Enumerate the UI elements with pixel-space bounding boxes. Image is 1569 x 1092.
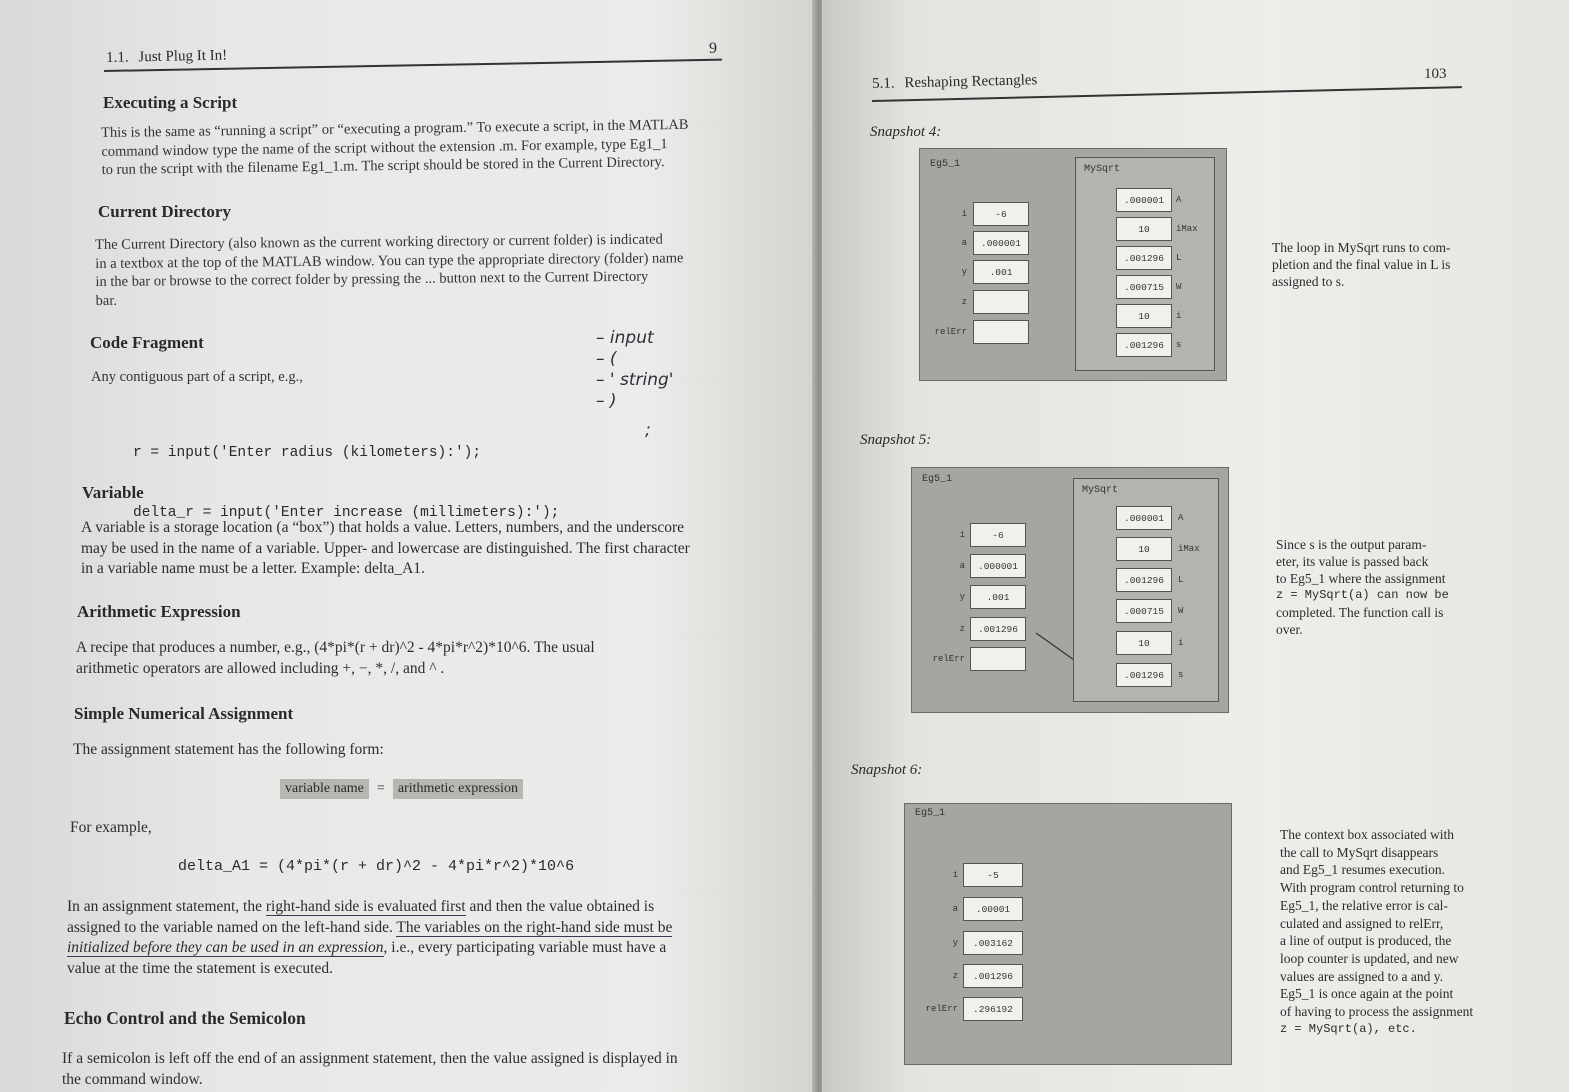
text-line: arithmetic operators are allowed including +, −, *, /, and ^ . — [76, 659, 445, 677]
page-number: 9 — [709, 40, 717, 57]
text-line: This is the same as “running a script” or “executing a program.” To execute a script, in the MATLAB — [101, 116, 689, 141]
variable-cell: 10 — [1116, 537, 1172, 561]
running-header — [872, 72, 1037, 93]
text-span: In an assignment statement, the — [67, 898, 266, 915]
running-header — [106, 47, 227, 67]
right-page — [822, 0, 1569, 1092]
variable-cell: .001296 — [970, 617, 1026, 641]
caption-line: The context box associated with — [1280, 827, 1454, 842]
caption-line: over. — [1276, 622, 1303, 637]
text-line: in the bar or browse to the correct folder by pressing the ... button next to the Current Directory — [95, 268, 649, 290]
handwritten-note: – ) — [596, 391, 617, 411]
heading-executing-script: Executing a Script — [103, 93, 238, 112]
heading-code-fragment: Code Fragment — [90, 333, 204, 352]
header-title: Just Plug It In! — [138, 47, 228, 66]
caption-line: of having to process the assignment — [1280, 1004, 1474, 1020]
caption-line: a line of output is produced, the — [1280, 933, 1452, 949]
variable-cell: 10 — [1116, 304, 1172, 328]
text-span: and then the value obtained is — [465, 898, 655, 915]
caption-line: z = MySqrt(a) can now be — [1276, 588, 1449, 602]
variable-label: iMax — [1176, 224, 1198, 234]
example-intro: For example, — [70, 819, 152, 836]
context-title: Eg5_1 — [922, 474, 953, 485]
caption-line: With program control returning to — [1280, 880, 1464, 896]
variable-cell: -6 — [970, 523, 1026, 547]
variable-label: i — [959, 530, 965, 540]
snapshot-5-diagram — [911, 467, 1229, 713]
variable-label: s — [1178, 670, 1184, 680]
variable-cell: .00001 — [963, 897, 1023, 921]
variable-label: y — [959, 592, 965, 602]
handwritten-note: – input — [596, 328, 654, 348]
code-line: r = input('Enter radius (kilometers):'); — [133, 445, 482, 461]
code-fragment-intro: Any contiguous part of a script, e.g., — [91, 369, 303, 385]
mysqrt-context-box — [1075, 157, 1215, 371]
caption-line: z = MySqrt(a), etc. — [1280, 1021, 1417, 1036]
handwritten-note: – ' string' — [596, 370, 674, 390]
text-line: A variable is a storage location (a “box”) that holds a value. Letters, numbers, and the underscore — [81, 519, 684, 536]
variable-label: a — [961, 238, 967, 248]
caption-line: the call to MySqrt disappears — [1280, 844, 1439, 860]
variable-label: L — [1178, 575, 1184, 585]
variable-label: z — [961, 297, 967, 307]
caption-line: eter, its value is passed back — [1276, 554, 1429, 569]
snapshot-6-caption — [1280, 826, 1490, 1038]
assignment-intro: The assignment statement has the following form: — [73, 741, 384, 758]
variable-label: a — [959, 561, 965, 571]
variable-cell: -5 — [963, 863, 1023, 887]
text-line: value at the time the statement is executed. — [67, 959, 333, 977]
variable-label: a — [952, 904, 958, 914]
underlined-text: The variables on the right-hand side must be — [396, 918, 673, 936]
caption-line: completed. The function call is — [1276, 605, 1444, 620]
variable-cell: .000715 — [1116, 275, 1172, 299]
variable-label: relErr — [932, 654, 965, 664]
variable-cell: 10 — [1116, 631, 1172, 655]
variable-cell: 10 — [1116, 217, 1172, 241]
caption-line: Since s is the output param- — [1276, 537, 1427, 552]
caption-line: values are assigned to a and y. — [1280, 968, 1443, 984]
variable-cell: .001 — [973, 260, 1029, 284]
code-line: delta_r = input('Enter increase (millimeters):'); — [133, 505, 560, 521]
mysqrt-context-box — [1073, 478, 1219, 702]
variable-cell: .001296 — [1116, 246, 1172, 270]
handwritten-note: – ( — [596, 349, 617, 369]
variable-cell: .001296 — [1116, 333, 1172, 357]
snapshot-6-diagram — [904, 803, 1232, 1065]
variable-cell: .000001 — [1116, 506, 1172, 530]
handwritten-note-semicolon: ; — [645, 420, 651, 440]
text-span: , i.e., every participating variable must have a — [383, 939, 667, 956]
caption-line: culated and assigned to relErr, — [1280, 915, 1444, 931]
variable-label: W — [1176, 282, 1182, 292]
caption-line: assigned to s. — [1272, 274, 1345, 289]
variable-cell: .001296 — [1116, 663, 1172, 687]
variable-label: relErr — [934, 327, 967, 337]
caption-line: loop counter is updated, and new — [1280, 950, 1459, 966]
context-title: MySqrt — [1082, 485, 1119, 496]
variable-cell: .296192 — [963, 997, 1023, 1021]
variable-label: i — [961, 209, 967, 219]
underlined-text: right-hand side is evaluated first — [265, 898, 466, 915]
context-title: Eg5_1 — [930, 159, 961, 170]
variable-label: i — [952, 870, 958, 880]
current-directory-paragraph — [95, 230, 731, 310]
caption-line: and Eg5_1 resumes execution. — [1280, 862, 1445, 878]
text-line: the command window. — [62, 1070, 203, 1088]
variable-label: A — [1178, 513, 1184, 523]
text-line: The Current Directory (also known as the current working directory or current folder) is indicated — [95, 231, 663, 253]
context-title: MySqrt — [1084, 164, 1121, 175]
variable-cell: .001296 — [1116, 568, 1172, 592]
caption-line: The loop in MySqrt runs to com- — [1272, 240, 1451, 255]
text-line: to run the script with the filename Eg1_1.m. The script should be stored in the Current Directory. — [101, 154, 665, 178]
snapshot-6-label: Snapshot 6: — [851, 762, 923, 778]
variable-cell: -6 — [973, 202, 1029, 226]
variable-label: W — [1178, 606, 1184, 616]
caption-line: to Eg5_1 where the assignment — [1276, 571, 1446, 586]
variable-label: z — [959, 624, 965, 634]
variable-cell: .001296 — [963, 964, 1023, 988]
variable-cell: .000001 — [973, 231, 1029, 255]
variable-paragraph — [81, 518, 741, 580]
snapshot-5-label: Snapshot 5: — [860, 432, 932, 448]
caption-line: pletion and the final value in L is — [1272, 257, 1451, 272]
text-line: bar. — [95, 292, 118, 309]
variable-label: y — [961, 267, 967, 277]
text-line: in a textbox at the top of the MATLAB window. You can type the appropriate directory (folder) name — [95, 249, 684, 272]
text-line: may be used in the name of a variable. Upper- and lowercase are distinguished. The first character — [81, 539, 690, 557]
variable-label: y — [952, 938, 958, 948]
snapshot-5-caption — [1276, 536, 1482, 638]
snapshot-4-diagram — [919, 148, 1227, 381]
caption-line: Eg5_1 is once again at the point — [1280, 986, 1454, 1002]
variable-cell — [973, 290, 1029, 314]
assignment-form — [280, 779, 523, 799]
text-line: If a semicolon is left off the end of an assignment statement, then the value assigned is displayed in — [62, 1050, 678, 1067]
variable-label: s — [1176, 340, 1182, 350]
text-line: command window type the name of the script without the extension .m. For example, type Eg1_1 — [101, 135, 668, 160]
variable-cell: .000715 — [1116, 599, 1172, 623]
heading-current-directory: Current Directory — [98, 202, 231, 221]
text-line: A recipe that produces a number, e.g., (4*pi*(r + dr)^2 - 4*pi*r^2)*10^6. The usual — [76, 639, 595, 656]
variable-cell: .001 — [970, 585, 1026, 609]
variable-cell — [973, 320, 1029, 344]
heading-variable: Variable — [82, 483, 144, 502]
executing-paragraph — [101, 115, 732, 179]
variable-label: iMax — [1178, 544, 1200, 554]
example-code-line: delta_A1 = (4*pi*(r + dr)^2 - 4*pi*r^2)*10^6 — [178, 858, 575, 875]
heading-echo-control: Echo Control and the Semicolon — [64, 1008, 306, 1028]
variable-cell: .003162 — [963, 931, 1023, 955]
snapshot-4-label: Snapshot 4: — [870, 124, 942, 140]
form-variable-name-box: variable name — [280, 779, 369, 799]
form-equals-sign: = — [376, 781, 385, 796]
variable-label: z — [952, 971, 958, 981]
heading-simple-numerical-assignment: Simple Numerical Assignment — [74, 704, 294, 723]
header-section-number: 5.1. — [872, 75, 895, 92]
heading-arithmetic-expression: Arithmetic Expression — [77, 602, 241, 621]
variable-label: L — [1176, 253, 1182, 263]
snapshot-4-caption — [1272, 239, 1470, 290]
text-line: in a variable name must be a letter. Example: delta_A1. — [81, 560, 425, 577]
variable-label: A — [1176, 195, 1182, 205]
variable-label: relErr — [925, 1004, 958, 1014]
text-span: assigned to the variable named on the left-hand side. — [67, 918, 397, 936]
header-section-number: 1.1. — [106, 49, 129, 66]
header-title: Reshaping Rectangles — [904, 72, 1038, 92]
variable-cell: .000001 — [1116, 188, 1172, 212]
echo-paragraph — [62, 1049, 762, 1090]
arithmetic-paragraph — [76, 638, 746, 679]
variable-label: i — [1178, 638, 1184, 648]
assignment-paragraph — [67, 897, 757, 979]
context-title: Eg5_1 — [915, 808, 946, 819]
form-arithmetic-expression-box: arithmetic expression — [393, 779, 523, 799]
variable-cell: .000001 — [970, 554, 1026, 578]
page-number: 103 — [1424, 66, 1447, 82]
variable-label: i — [1176, 311, 1182, 321]
handwritten-annotation — [596, 328, 673, 412]
caption-line: Eg5_1, the relative error is cal- — [1280, 897, 1448, 913]
underlined-text: initialized before they can be used in an expression — [67, 939, 384, 956]
